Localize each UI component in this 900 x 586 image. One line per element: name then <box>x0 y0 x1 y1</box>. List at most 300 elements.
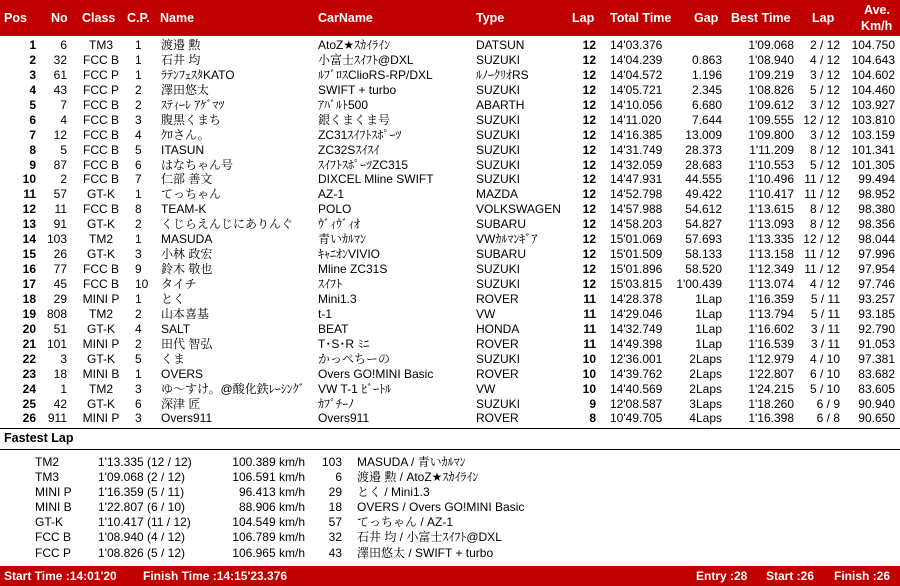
fl-time: 1'08.940 (4 / 12) <box>98 530 186 545</box>
cell-name: くま <box>161 351 186 366</box>
cell-best-time: 1'13.074 <box>748 277 794 291</box>
cell-type: SUZUKI <box>476 157 521 172</box>
cell-carname: Mline ZC31S <box>318 262 388 277</box>
cell-ave-speed: 101.341 <box>851 142 895 157</box>
cell-name: 小林 政宏 <box>161 247 213 262</box>
cell-total-time: 15'01.896 <box>610 262 663 277</box>
fl-time: 1'10.417 (11 / 12) <box>98 515 191 530</box>
cell-ave-speed: 98.380 <box>858 202 895 217</box>
cell-no: 2 <box>60 172 67 187</box>
cell-name: ｸﾛさん。 <box>161 127 210 142</box>
fl-driver: MASUDA / 青いｶﾙﾏﾝ <box>357 455 466 469</box>
cell-ave-speed: 91.053 <box>858 336 895 351</box>
cell-no: 57 <box>53 187 67 202</box>
cell-gap: 1Lap <box>695 306 722 321</box>
cell-total-time: 14'40.569 <box>610 381 663 396</box>
cell-no: 32 <box>53 52 67 67</box>
cell-ave-speed: 104.602 <box>851 67 895 82</box>
cell-ave-speed: 93.185 <box>858 306 895 321</box>
cell-class: GT-K <box>86 351 115 366</box>
cell-class: FCC P <box>83 67 119 82</box>
cell-name: 渡邉 勲 <box>161 38 201 52</box>
section-divider <box>0 428 900 429</box>
col-class: Class <box>82 11 116 25</box>
cell-carname: ｳﾞｨｳﾞｨｵ <box>318 217 361 232</box>
table-row <box>0 411 900 426</box>
cell-type: SUZUKI <box>476 277 521 291</box>
cell-pos: 16 <box>22 262 36 277</box>
cell-carname: AtoZ★ｽｶｲﾗｲﾝ <box>318 38 391 52</box>
table-row <box>0 217 900 232</box>
cell-lap: 12 <box>582 127 596 142</box>
cell-best-lap: 3 / 11 <box>810 321 840 336</box>
cell-class: TM2 <box>89 306 113 321</box>
cell-ave-speed: 97.954 <box>858 262 895 277</box>
cell-class: FCC B <box>83 157 119 172</box>
cell-ave-speed: 93.257 <box>858 291 895 306</box>
cell-best-lap: 4 / 10 <box>809 351 840 366</box>
cell-gap: 54.612 <box>685 202 722 217</box>
cell-pos: 1 <box>29 38 36 52</box>
cell-cp: 1 <box>135 52 142 67</box>
cell-ave-speed: 104.643 <box>851 52 895 67</box>
fl-class: MINI P <box>35 485 72 500</box>
cell-best-lap: 3 / 11 <box>810 336 840 351</box>
cell-no: 5 <box>60 142 67 157</box>
cell-lap: 10 <box>582 366 596 381</box>
cell-class: TM2 <box>89 232 113 247</box>
cell-type: SUZUKI <box>476 127 521 142</box>
cell-gap: 2Laps <box>689 351 722 366</box>
cell-no: 91 <box>53 217 67 232</box>
cell-cp: 8 <box>135 202 142 217</box>
fl-speed: 106.591 km/h <box>232 470 305 485</box>
cell-pos: 14 <box>22 232 36 247</box>
finish-time: Finish Time :14:15'23.376 <box>143 569 288 583</box>
cell-no: 6 <box>60 38 67 52</box>
cell-lap: 12 <box>582 97 596 112</box>
cell-cp: 7 <box>135 172 142 187</box>
cell-total-time: 14'49.398 <box>610 336 663 351</box>
cell-gap: 1.196 <box>691 67 722 82</box>
fl-car-no: 18 <box>328 500 342 515</box>
fl-time: 1'22.807 (6 / 10) <box>98 500 186 515</box>
finish-count: Finish :26 <box>834 569 891 583</box>
cell-class: MINI P <box>82 336 120 351</box>
cell-name: 田代 智弘 <box>161 336 213 351</box>
cell-gap: 1Lap <box>695 321 722 336</box>
cell-class: TM3 <box>89 38 113 52</box>
cell-cp: 5 <box>135 351 142 366</box>
cell-lap: 12 <box>582 202 596 217</box>
table-row <box>0 337 900 352</box>
cell-no: 12 <box>53 127 67 142</box>
cell-best-lap: 8 / 12 <box>809 217 840 232</box>
cell-cp: 2 <box>135 217 142 232</box>
cell-lap: 12 <box>582 277 596 291</box>
cell-ave-speed: 97.996 <box>858 247 895 262</box>
cell-best-time: 1'10.417 <box>748 187 794 202</box>
cell-carname: Overs911 <box>318 411 370 426</box>
cell-no: 45 <box>53 277 67 291</box>
cell-ave-speed: 83.682 <box>858 366 895 381</box>
cell-lap: 9 <box>589 396 596 411</box>
cell-carname: AZ-1 <box>318 187 345 202</box>
cell-total-time: 14'03.376 <box>610 38 663 52</box>
cell-gap: 2Laps <box>689 366 722 381</box>
cell-pos: 26 <box>22 411 36 426</box>
start-count: Start :26 <box>766 569 815 583</box>
cell-best-time: 1'09.219 <box>748 67 794 82</box>
cell-best-time: 1'13.335 <box>748 232 794 247</box>
cell-lap: 11 <box>583 291 596 306</box>
cell-best-lap: 3 / 12 <box>809 127 840 142</box>
cell-class: GT-K <box>86 187 115 202</box>
cell-lap: 11 <box>583 321 596 336</box>
cell-no: 26 <box>53 247 67 262</box>
cell-cp: 3 <box>135 411 142 426</box>
cell-lap: 12 <box>582 52 596 67</box>
cell-lap: 10 <box>582 351 596 366</box>
cell-gap: 13.009 <box>685 127 722 142</box>
cell-type: MAZDA <box>476 187 518 202</box>
cell-name: 腹黒くまち <box>161 112 222 127</box>
cell-pos: 12 <box>22 202 36 217</box>
fl-driver: とく / Mini1.3 <box>357 485 430 500</box>
cell-carname: ｽｲﾌﾄ <box>318 277 343 291</box>
cell-type: VWｶﾙﾏﾝｷﾞｱ <box>476 232 538 247</box>
cell-lap: 12 <box>582 38 596 52</box>
cell-total-time: 10'49.705 <box>610 411 663 426</box>
cell-carname: かっぺちーの <box>318 351 391 366</box>
fastest-lap-row <box>0 455 900 470</box>
fl-class: FCC B <box>35 530 71 545</box>
cell-total-time: 14'04.239 <box>610 52 663 67</box>
cell-gap: 1'00.439 <box>676 277 722 291</box>
cell-cp: 2 <box>135 97 142 112</box>
cell-best-time: 1'09.555 <box>748 112 794 127</box>
cell-carname: ZC32Sｽｲｽｲ <box>318 142 380 157</box>
cell-best-lap: 3 / 12 <box>809 97 840 112</box>
cell-class: MINI P <box>82 291 120 306</box>
cell-class: FCC B <box>83 277 119 291</box>
cell-cp: 3 <box>135 247 142 262</box>
cell-cp: 9 <box>135 262 142 277</box>
cell-best-lap: 6 / 9 <box>816 396 840 411</box>
cell-name: 山本喜基 <box>161 306 210 321</box>
cell-lap: 12 <box>582 67 596 82</box>
col-carname: CarName <box>318 11 373 25</box>
cell-lap: 10 <box>582 381 596 396</box>
cell-no: 43 <box>53 82 67 97</box>
cell-pos: 2 <box>29 52 36 67</box>
fl-class: TM2 <box>35 455 59 469</box>
cell-gap: 1Lap <box>695 336 722 351</box>
cell-cp: 1 <box>135 291 142 306</box>
cell-pos: 6 <box>29 112 36 127</box>
cell-ave-speed: 104.460 <box>851 82 895 97</box>
table-row <box>0 202 900 217</box>
cell-no: 7 <box>60 97 67 112</box>
cell-best-lap: 2 / 12 <box>809 38 840 52</box>
fastest-lap-row <box>0 470 900 485</box>
cell-pos: 25 <box>22 396 36 411</box>
cell-gap: 58.133 <box>685 247 722 262</box>
cell-best-lap: 8 / 12 <box>809 142 840 157</box>
cell-total-time: 14'31.749 <box>610 142 663 157</box>
cell-lap: 12 <box>582 142 596 157</box>
cell-no: 51 <box>53 321 67 336</box>
cell-ave-speed: 101.305 <box>851 157 895 172</box>
cell-ave-speed: 99.494 <box>858 172 895 187</box>
cell-no: 103 <box>46 232 67 247</box>
cell-carname: ZC31ｽｲﾌﾄｽﾎﾟｰﾂ <box>318 127 402 142</box>
fl-car-no: 57 <box>328 515 342 530</box>
cell-class: FCC B <box>83 142 119 157</box>
cell-best-time: 1'10.553 <box>748 157 794 172</box>
col-total: Total Time <box>610 11 672 25</box>
table-row <box>0 232 900 247</box>
cell-class: FCC B <box>83 262 119 277</box>
cell-ave-speed: 97.746 <box>858 277 895 291</box>
cell-ave-speed: 90.940 <box>858 396 895 411</box>
cell-pos: 7 <box>29 127 36 142</box>
col-name: Name <box>160 11 195 25</box>
cell-total-time: 14'11.020 <box>610 112 662 127</box>
cell-best-time: 1'18.260 <box>748 396 794 411</box>
cell-best-time: 1'08.826 <box>748 82 794 97</box>
cell-best-time: 1'12.349 <box>748 262 794 277</box>
cell-class: FCC B <box>83 97 119 112</box>
table-row <box>0 307 900 322</box>
col-no: No <box>51 11 68 25</box>
cell-pos: 18 <box>22 291 36 306</box>
cell-pos: 5 <box>29 97 36 112</box>
cell-pos: 21 <box>22 336 36 351</box>
cell-class: GT-K <box>86 217 115 232</box>
fl-class: MINI B <box>35 500 72 515</box>
cell-name: ITASUN <box>161 142 205 157</box>
cell-type: ROVER <box>476 366 519 381</box>
cell-lap: 12 <box>582 247 596 262</box>
cell-type: SUZUKI <box>476 351 521 366</box>
fl-speed: 88.906 km/h <box>238 500 305 515</box>
cell-cp: 1 <box>135 67 142 82</box>
cell-pos: 9 <box>29 157 36 172</box>
fastest-lap-row <box>0 485 900 500</box>
entry-count: Entry :28 <box>696 569 748 583</box>
cell-lap: 12 <box>582 157 596 172</box>
cell-ave-speed: 98.952 <box>858 187 895 202</box>
table-row <box>0 172 900 187</box>
cell-best-lap: 12 / 12 <box>803 112 840 127</box>
cell-cp: 6 <box>135 396 142 411</box>
cell-lap: 8 <box>589 411 596 426</box>
cell-pos: 4 <box>29 82 36 97</box>
cell-best-time: 1'11.209 <box>749 142 794 157</box>
cell-total-time: 12'08.587 <box>610 396 663 411</box>
cell-pos: 23 <box>22 366 36 381</box>
cell-best-time: 1'16.602 <box>748 321 794 336</box>
cell-best-time: 1'08.940 <box>748 52 794 67</box>
cell-best-lap: 11 / 12 <box>804 172 840 187</box>
cell-ave-speed: 97.381 <box>858 351 895 366</box>
fl-class: FCC P <box>35 545 71 560</box>
cell-best-lap: 5 / 10 <box>809 381 840 396</box>
cell-best-time: 1'13.615 <box>748 202 794 217</box>
fastest-lap-row <box>0 530 900 545</box>
cell-class: GT-K <box>86 321 115 336</box>
fl-car-no: 43 <box>328 545 342 560</box>
fl-driver: 渡邉 勲 / AtoZ★ｽｶｲﾗｲﾝ <box>357 470 479 485</box>
cell-no: 29 <box>53 291 67 306</box>
table-row <box>0 53 900 68</box>
fl-time: 1'09.068 (2 / 12) <box>98 470 186 485</box>
cell-best-time: 1'09.068 <box>748 38 794 52</box>
cell-lap: 11 <box>583 306 596 321</box>
fl-time: 1'13.335 (12 / 12) <box>98 455 192 469</box>
cell-carname: ｶﾌﾟﾁｰﾉ <box>318 396 355 411</box>
cell-name: TEAM-K <box>161 202 207 217</box>
fl-speed: 104.549 km/h <box>232 515 305 530</box>
cell-total-time: 14'52.798 <box>610 187 663 202</box>
cell-gap: 6.680 <box>691 97 722 112</box>
cell-cp: 6 <box>135 157 142 172</box>
cell-total-time: 15'01.509 <box>610 247 663 262</box>
table-row <box>0 382 900 397</box>
cell-no: 61 <box>53 67 67 82</box>
cell-name: ﾗﾃﾝﾌｪｽﾀKATO <box>161 67 235 82</box>
cell-gap: 49.422 <box>685 187 722 202</box>
table-row <box>0 292 900 307</box>
cell-lap: 12 <box>582 187 596 202</box>
cell-pos: 17 <box>22 277 36 291</box>
cell-name: てっちゃん <box>161 187 222 202</box>
cell-type: ROVER <box>476 291 519 306</box>
cell-class: MINI P <box>82 411 120 426</box>
fl-speed: 106.965 km/h <box>232 545 305 560</box>
cell-best-time: 1'12.979 <box>748 351 794 366</box>
cell-gap: 44.555 <box>685 172 722 187</box>
table-row <box>0 262 900 277</box>
fl-time: 1'16.359 (5 / 11) <box>98 485 185 500</box>
cell-class: MINI B <box>82 366 120 381</box>
table-row <box>0 322 900 337</box>
cell-carname: ｽｲﾌﾄｽﾎﾟｰﾂZC315 <box>318 157 409 172</box>
cell-total-time: 14'16.385 <box>610 127 663 142</box>
cell-class: FCC B <box>83 172 119 187</box>
cell-total-time: 14'04.572 <box>610 67 663 82</box>
col-kmh: Km/h <box>861 19 893 33</box>
cell-no: 1 <box>60 381 67 396</box>
fastest-lap-row <box>0 546 900 561</box>
cell-best-time: 1'16.359 <box>748 291 794 306</box>
cell-total-time: 14'47.931 <box>610 172 663 187</box>
cell-total-time: 15'01.069 <box>610 232 663 247</box>
col-gap: Gap <box>694 11 719 25</box>
cell-best-time: 1'24.215 <box>748 381 794 396</box>
cell-type: SUZUKI <box>476 262 521 277</box>
table-row <box>0 187 900 202</box>
table-row <box>0 143 900 158</box>
table-row <box>0 113 900 128</box>
cell-no: 77 <box>53 262 67 277</box>
cell-cp: 5 <box>135 142 142 157</box>
col-ave: Ave. <box>864 3 890 17</box>
cell-ave-speed: 83.605 <box>858 381 895 396</box>
cell-total-time: 14'57.988 <box>610 202 663 217</box>
table-row <box>0 158 900 173</box>
col-type: Type <box>476 11 505 25</box>
col-best: Best Time <box>731 11 791 25</box>
cell-lap: 11 <box>583 336 596 351</box>
cell-carname: Mini1.3 <box>318 291 357 306</box>
cell-best-lap: 11 / 12 <box>804 187 840 202</box>
cell-name: 仁部 善文 <box>161 172 213 187</box>
cell-no: 808 <box>46 306 67 321</box>
cell-gap: 28.683 <box>685 157 722 172</box>
cell-type: SUZUKI <box>476 172 521 187</box>
cell-gap: 28.373 <box>685 142 722 157</box>
cell-type: VW <box>476 306 496 321</box>
cell-type: SUBARU <box>476 217 527 232</box>
results-table <box>0 38 900 426</box>
cell-cp: 4 <box>135 321 142 336</box>
cell-no: 42 <box>53 396 67 411</box>
cell-cp: 2 <box>135 336 142 351</box>
cell-type: VW <box>476 381 496 396</box>
table-row <box>0 367 900 382</box>
cell-class: FCC B <box>83 52 119 67</box>
cell-class: GT-K <box>86 396 115 411</box>
cell-name: 深津 匠 <box>161 396 201 411</box>
cell-pos: 19 <box>22 306 36 321</box>
cell-gap: 2.345 <box>691 82 722 97</box>
cell-name: 石井 均 <box>161 52 201 67</box>
cell-name: 鈴木 敬也 <box>161 262 213 277</box>
cell-carname: 小富士ｽｲﾌﾄ@DXL <box>318 52 414 67</box>
results-header <box>0 0 900 36</box>
cell-carname: T･S･R ﾐﾆ <box>318 336 370 351</box>
cell-class: FCC P <box>83 82 119 97</box>
cell-gap: 7.644 <box>691 112 722 127</box>
cell-best-time: 1'22.807 <box>748 366 794 381</box>
cell-carname: 青いｶﾙﾏﾝ <box>318 232 367 247</box>
cell-name: ｽﾃｨｰﾚ ｱｹﾞﾏﾂ <box>161 97 225 112</box>
cell-lap: 12 <box>582 217 596 232</box>
cell-best-lap: 11 / 12 <box>804 262 840 277</box>
section-divider <box>0 449 900 450</box>
cell-total-time: 14'39.762 <box>610 366 663 381</box>
cell-type: ﾙﾉｰｸﾘｵRS <box>476 67 529 82</box>
cell-total-time: 12'36.001 <box>610 351 663 366</box>
cell-class: FCC B <box>83 202 119 217</box>
cell-no: 101 <box>46 336 67 351</box>
cell-carname: POLO <box>318 202 352 217</box>
cell-name: Overs911 <box>161 411 213 426</box>
fl-speed: 96.413 km/h <box>238 485 305 500</box>
cell-carname: t-1 <box>318 306 333 321</box>
cell-lap: 12 <box>582 232 596 247</box>
table-row <box>0 38 900 53</box>
cell-type: SUZUKI <box>476 82 521 97</box>
cell-name: ゆ～すけ。@酸化鉄ﾚｰｼﾝｸﾞ <box>161 381 305 396</box>
cell-ave-speed: 98.356 <box>858 217 895 232</box>
cell-name: くじらえんじにありんぐ <box>161 217 294 232</box>
cell-gap: 54.827 <box>685 217 722 232</box>
cell-no: 11 <box>54 202 67 217</box>
cell-best-lap: 5 / 11 <box>810 291 840 306</box>
